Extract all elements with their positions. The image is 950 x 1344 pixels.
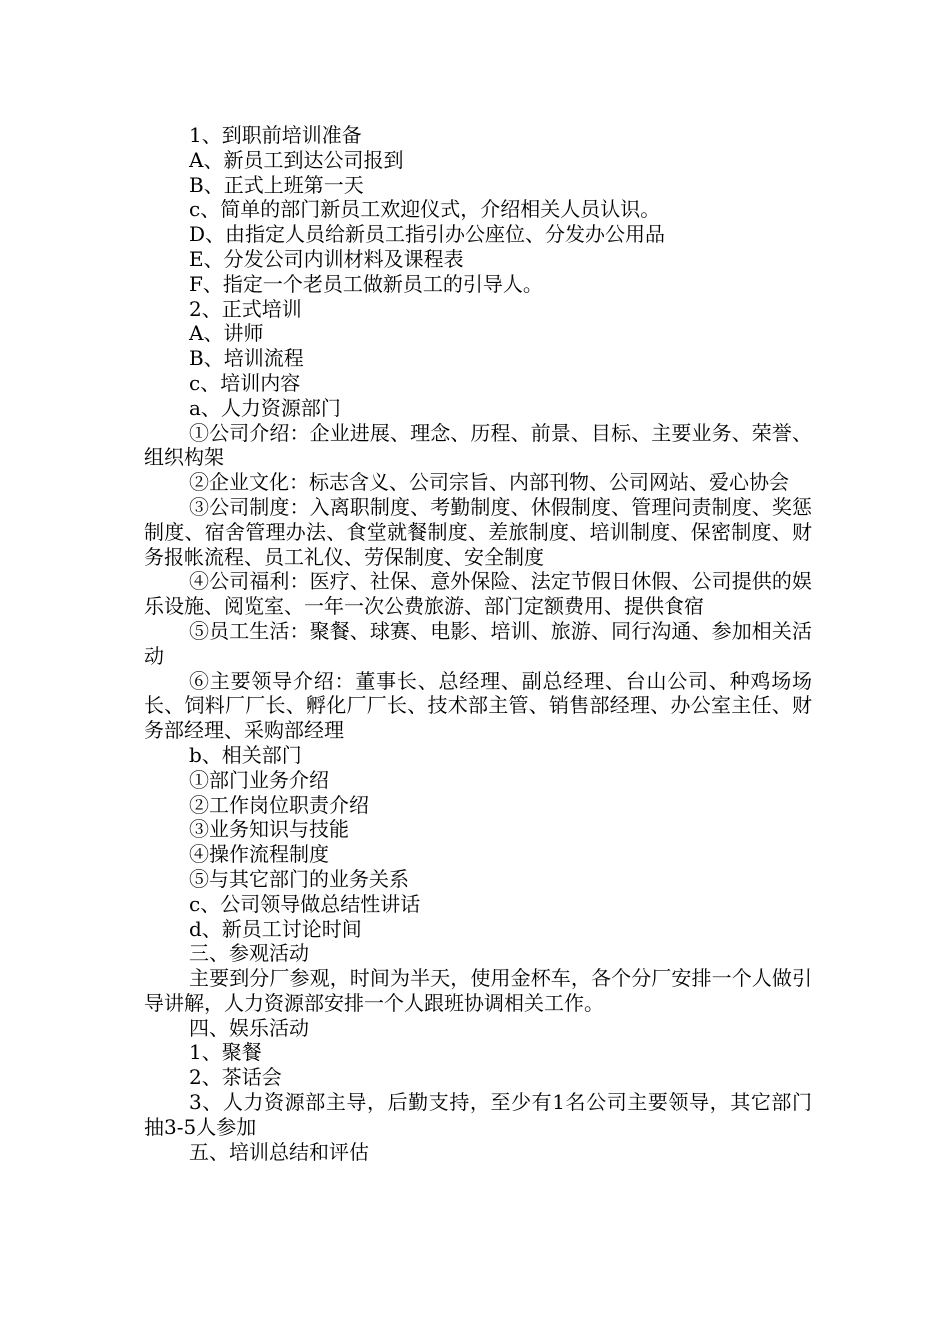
paragraph-report: A、新员工到达公司报到 (189, 147, 404, 172)
paragraph-hr-dept: a、人力资源部门 (189, 395, 341, 420)
paragraph-seating: D、由指定人员给新员工指引办公座位、分发办公用品 (189, 222, 666, 247)
paragraph-visit-body: 主要到分厂参观，时间为半天，使用金杯车，各个分厂安排一个人做引导讲解，人力资源部安排一个人跟班协调相关工作。 (144, 966, 812, 1015)
paragraph-hr-lead: 3、人力资源部主导，后勤支持，至少有1名公司主要领导，其它部门抽3-5人参加 (144, 1090, 812, 1139)
paragraph-prep-title: 1、到职前培训准备 (189, 123, 362, 147)
paragraph-materials: E、分发公司内训材料及课程表 (189, 246, 464, 271)
paragraph-training-flow: B、培训流程 (189, 346, 304, 371)
paragraph-culture: ②企业文化：标志含义、公司宗旨、内部刊物、公司网站、爱心协会 (189, 470, 789, 495)
paragraph-welcome: c、简单的部门新员工欢迎仪式，介绍相关人员认识。 (189, 197, 661, 222)
paragraph-dinner: 1、聚餐 (189, 1040, 262, 1065)
paragraph-job-duties: ②工作岗位职责介绍 (189, 792, 369, 817)
paragraph-discussion: d、新员工讨论时间 (189, 916, 362, 941)
paragraph-tea-party: 2、茶话会 (189, 1065, 282, 1090)
paragraph-lecturer: A、讲师 (189, 321, 264, 346)
paragraph-leader-speech: c、公司领导做总结性讲话 (189, 891, 421, 916)
paragraph-leaders: ⑥主要领导介绍：董事长、总经理、副总经理、台山公司、种鸡场场长、饲料厂厂长、孵化厂厂长、技术部主管、销售部经理、办公室主任、财务部经理、采购部经理 (144, 668, 812, 743)
document-body (144, 123, 812, 1164)
paragraph-mentor: F、指定一个老员工做新员工的引导人。 (189, 271, 543, 296)
paragraph-dept-relations: ⑤与其它部门的业务关系 (189, 866, 409, 891)
paragraph-policies: ③公司制度：入离职制度、考勤制度、休假制度、管理问责制度、奖惩制度、宿舍管理办法、食堂就餐制度、差旅制度、培训制度、保密制度、财务报帐流程、员工礼仪、劳保制度、安全制度 (144, 494, 812, 569)
paragraph-training-content: c、培训内容 (189, 370, 301, 395)
paragraph-skills: ③业务知识与技能 (189, 817, 349, 842)
paragraph-first-day: B、正式上班第一天 (189, 172, 364, 197)
paragraph-summary-title: 五、培训总结和评估 (189, 1139, 369, 1164)
paragraph-benefits: ④公司福利：医疗、社保、意外保险、法定节假日休假、公司提供的娱乐设施、阅览室、一年一次公费旅游、部门定额费用、提供食宿 (144, 569, 812, 619)
paragraph-company-intro: ①公司介绍：企业进展、理念、历程、前景、目标、主要业务、荣誉、组织构架 (144, 420, 812, 470)
paragraph-formal-training: 2、正式培训 (189, 296, 302, 321)
paragraph-employee-life: ⑤员工生活：聚餐、球赛、电影、培训、旅游、同行沟通、参加相关活动 (144, 618, 812, 668)
paragraph-dept-business: ①部门业务介绍 (189, 767, 329, 792)
paragraph-recreation-title: 四、娱乐活动 (189, 1015, 309, 1040)
paragraph-visit-title: 三、参观活动 (189, 941, 309, 966)
paragraph-related-depts: b、相关部门 (189, 742, 302, 767)
paragraph-procedures: ④操作流程制度 (189, 842, 329, 867)
